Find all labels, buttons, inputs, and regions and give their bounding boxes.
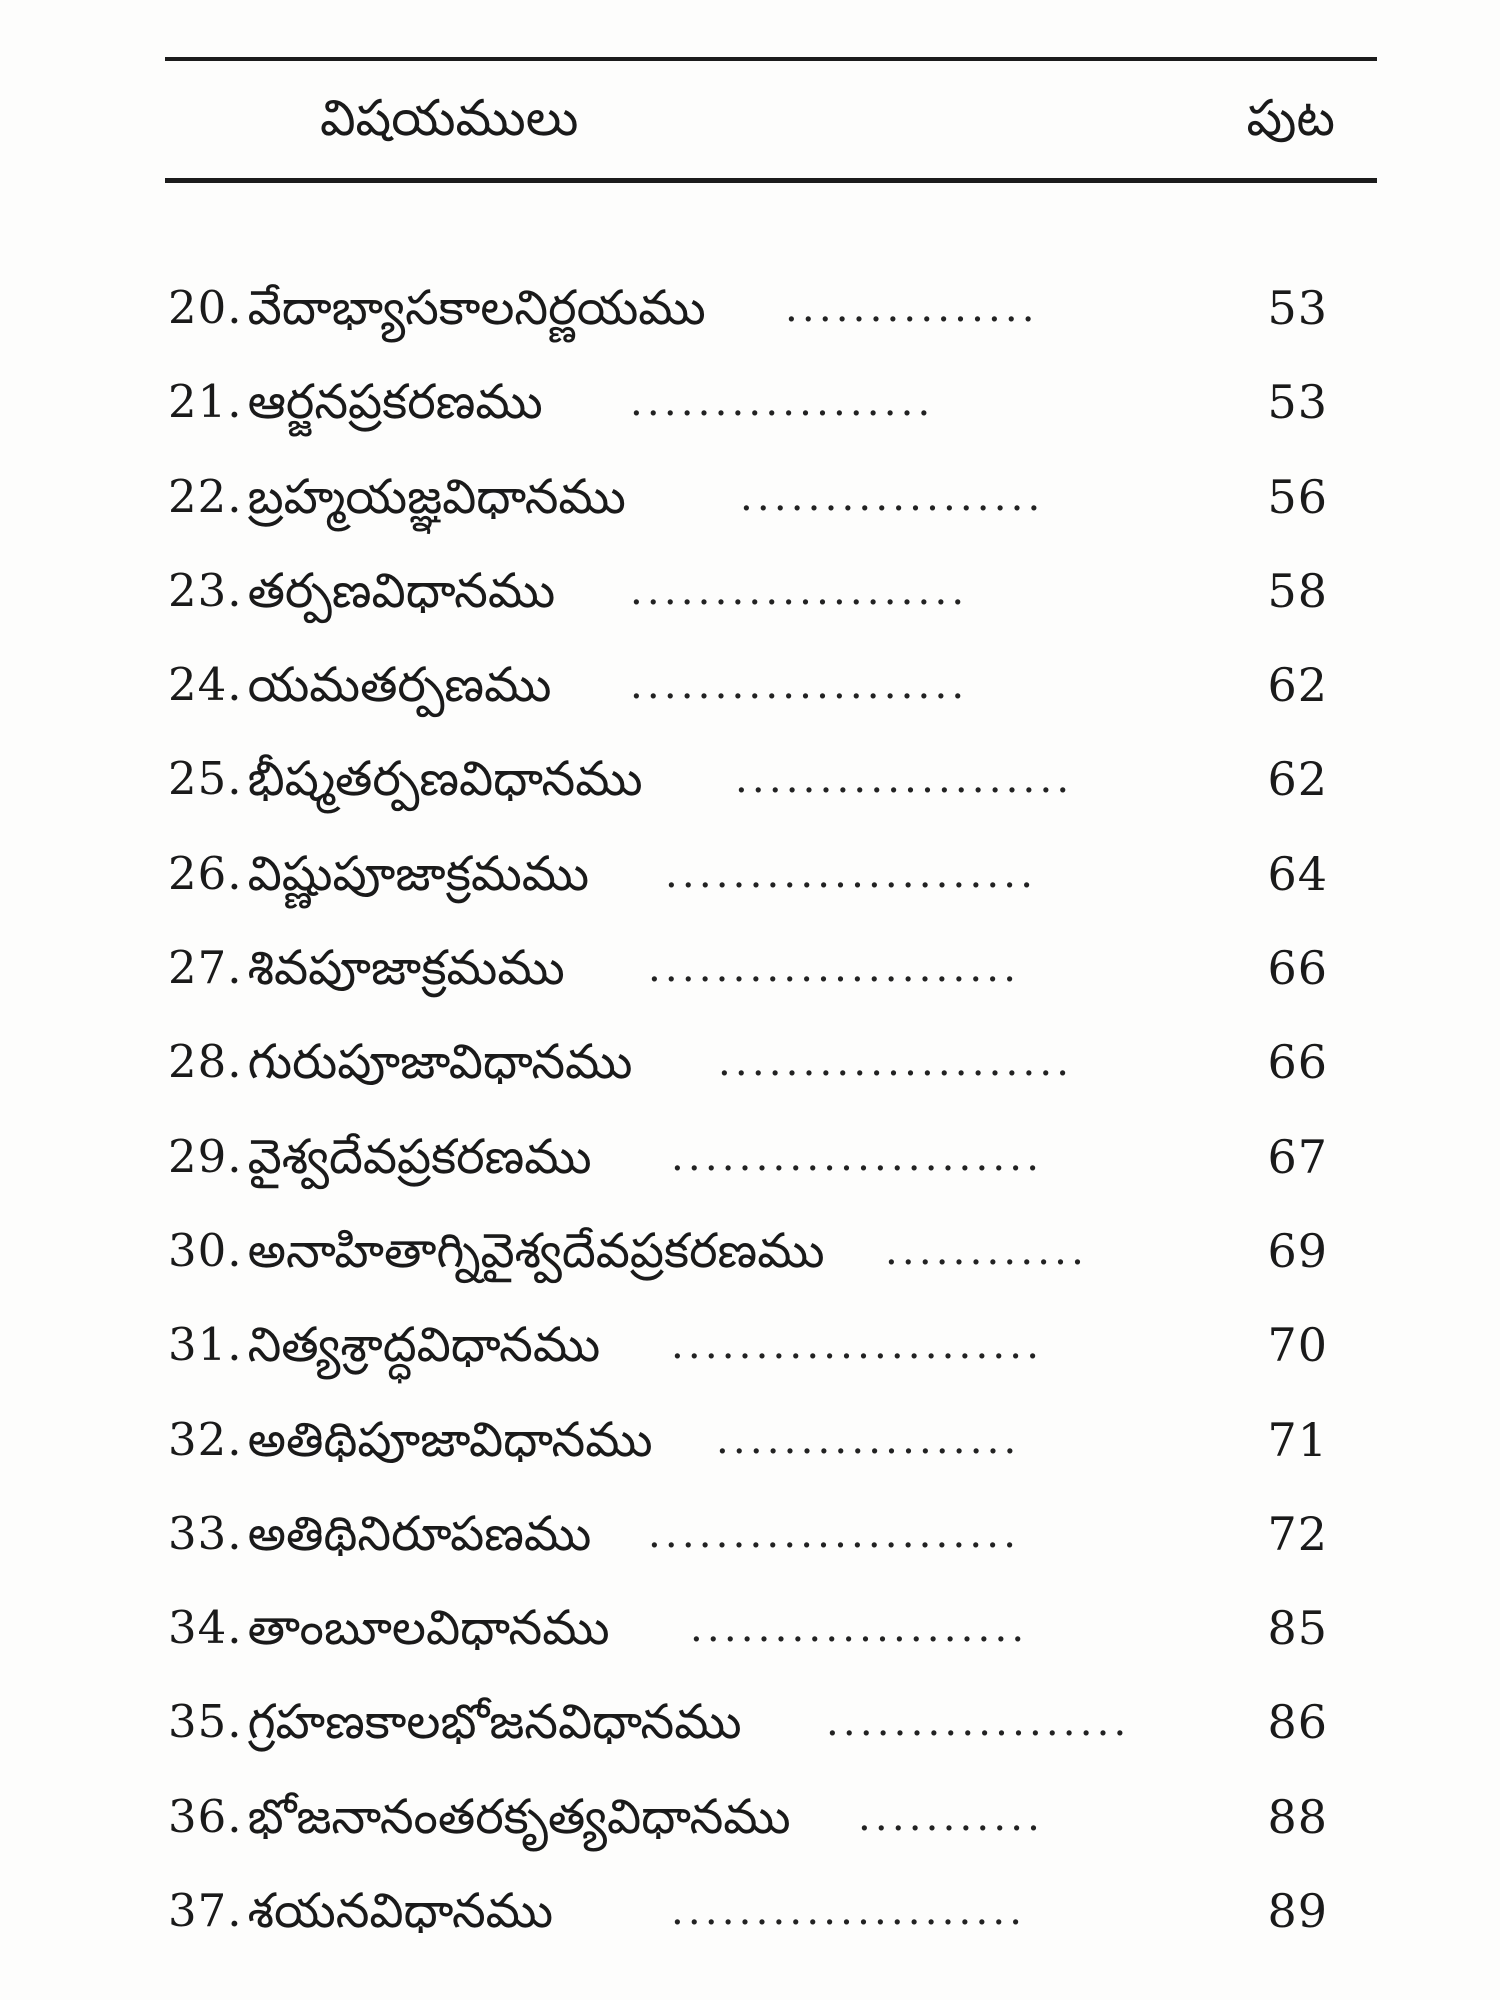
toc-entry-text	[168, 362, 543, 442]
toc-entry-title: వేదాభ్యాసకాలనిర్ణయము	[247, 280, 706, 336]
toc-entry-number: 34	[168, 1601, 228, 1655]
toc-entry	[0, 362, 1500, 456]
toc-entry-title: యమతర్పణము	[247, 657, 552, 714]
toc-entry-title: భోజనానంతరకృత్యవిధానము	[247, 1788, 791, 1845]
toc-entry-text	[168, 551, 555, 631]
toc-entry	[0, 1211, 1500, 1305]
toc-entry-title: విష్ణుపూజాక్రమము	[247, 845, 590, 902]
toc-entry-separator: .	[227, 1695, 242, 1749]
toc-dot-leader: ....................	[630, 567, 969, 614]
toc-entry-separator: .	[227, 375, 242, 429]
toc-dot-leader: ...............	[785, 285, 1039, 331]
toc-entry-text	[168, 645, 551, 725]
toc-entry-separator: .	[227, 658, 242, 712]
toc-entry-text	[168, 1400, 653, 1480]
toc-entry-number: 30	[168, 1223, 228, 1277]
toc-entry-separator: .	[227, 1129, 242, 1183]
toc-dot-leader: ....................	[630, 662, 969, 709]
toc-entry-page-number: 53	[1267, 375, 1328, 430]
toc-dot-leader: .....................	[718, 1039, 1074, 1086]
toc-entry-separator: .	[227, 1506, 242, 1560]
toc-entry-page-number: 70	[1267, 1318, 1328, 1373]
toc-entry-text	[168, 1117, 592, 1197]
toc-entry-title: అతిథిపూజావిధానము	[247, 1411, 653, 1468]
toc-entry-separator: .	[227, 1601, 242, 1655]
toc-entry-text	[168, 457, 626, 537]
toc-entry-page-number: 64	[1267, 846, 1328, 901]
toc-entry-number: 31	[168, 1318, 228, 1372]
toc-entry-page-number: 85	[1267, 1601, 1328, 1656]
toc-entry-page-number: 86	[1267, 1695, 1328, 1750]
toc-entry-title: వైశ్వదేవప్రకరణము	[247, 1128, 592, 1185]
toc-entry-number: 24	[168, 658, 228, 712]
toc-entry-separator: .	[227, 1789, 242, 1843]
toc-entry-title: ఆర్జనప్రకరణము	[247, 374, 543, 431]
toc-entry-title: గ్రహణకాలభోజనవిధానము	[247, 1694, 742, 1751]
toc-dot-leader: ....................	[735, 756, 1074, 803]
toc-dot-leader: ......................	[665, 850, 1038, 897]
toc-entry	[0, 1588, 1500, 1682]
toc-entry-page-number: 53	[1267, 281, 1328, 335]
toc-entry	[0, 268, 1500, 362]
toc-entry-number: 37	[168, 1884, 228, 1938]
toc-dot-leader: ....................	[690, 1605, 1029, 1652]
toc-entry-number: 28	[168, 1035, 228, 1089]
toc-entry	[0, 1022, 1500, 1116]
toc-entry-page-number: 69	[1267, 1223, 1328, 1278]
toc-entry-title: శివపూజాక్రమము	[247, 940, 565, 997]
toc-dot-leader: ......................	[671, 1133, 1044, 1180]
toc-entry-number: 22	[168, 469, 228, 523]
toc-entry	[0, 1777, 1500, 1871]
toc-dot-leader: ..................	[716, 1416, 1021, 1463]
toc-entry-text	[168, 1871, 553, 1951]
header-bottom-rule	[165, 178, 1377, 183]
toc-entry-number: 21	[168, 375, 228, 429]
toc-entry-page-number: 66	[1267, 941, 1328, 996]
toc-entry-page-number: 72	[1267, 1506, 1328, 1561]
toc-entry-page-number: 62	[1267, 658, 1328, 713]
toc-entry-separator: .	[227, 1412, 242, 1466]
toc-entry-separator: .	[227, 752, 242, 806]
toc-entry-title: గురుపూజావిధానము	[247, 1034, 633, 1091]
toc-entry-text	[168, 1588, 610, 1668]
toc-entry	[0, 1871, 1500, 1965]
subject-column-heading: విషయములు	[320, 89, 579, 147]
toc-entry-number: 20	[168, 281, 228, 334]
toc-entry-page-number: 67	[1267, 1129, 1328, 1184]
toc-dot-leader: ......................	[648, 1510, 1021, 1557]
toc-entry-number: 29	[168, 1129, 228, 1183]
toc-dot-leader: .....................	[671, 1888, 1027, 1935]
toc-entry-text	[168, 1777, 791, 1857]
toc-entry-page-number: 71	[1267, 1412, 1328, 1467]
toc-entry-title: నిత్యశ్రాద్ధవిధానము	[247, 1317, 601, 1374]
toc-entry-page-number: 88	[1267, 1789, 1328, 1844]
toc-entry-number: 26	[168, 846, 228, 900]
toc-entry-text	[168, 1494, 591, 1574]
toc-dot-leader: ...........	[858, 1793, 1045, 1840]
toc-entry-text	[168, 1211, 825, 1291]
toc-entry-text	[168, 1305, 600, 1385]
toc-entry-title: భీష్మతర్పణవిధానము	[247, 751, 643, 808]
table-of-contents	[0, 268, 1500, 1965]
toc-entry-separator: .	[227, 1884, 242, 1938]
toc-entry-number: 27	[168, 941, 228, 995]
toc-entry-number: 32	[168, 1412, 228, 1466]
toc-entry-title: అనాహితాగ్నివైశ్వదేవప్రకరణము	[247, 1222, 825, 1279]
toc-entry	[0, 928, 1500, 1022]
toc-dot-leader: ..................	[630, 379, 935, 426]
toc-entry-title: తర్పణవిధానము	[247, 562, 556, 619]
header-top-rule	[165, 57, 1377, 61]
toc-entry-text	[168, 928, 565, 1008]
page-column-heading: పుట	[1246, 89, 1335, 147]
toc-entry-title: తాంబూలవిధానము	[247, 1600, 610, 1657]
toc-entry-number: 33	[168, 1506, 228, 1560]
toc-entry-number: 36	[168, 1789, 228, 1843]
toc-entry-page-number: 66	[1267, 1035, 1328, 1090]
toc-entry-text	[168, 739, 643, 819]
toc-entry	[0, 739, 1500, 833]
toc-entry-text	[168, 834, 589, 914]
toc-dot-leader: ......................	[671, 1322, 1044, 1369]
toc-entry-text	[168, 268, 706, 348]
toc-entry	[0, 1117, 1500, 1211]
toc-entry	[0, 645, 1500, 739]
toc-entry-title: శయనవిధానము	[247, 1883, 554, 1940]
toc-entry-text	[168, 1022, 632, 1102]
toc-entry	[0, 551, 1500, 645]
toc-entry-separator: .	[227, 469, 242, 523]
toc-entry-number: 35	[168, 1695, 228, 1749]
toc-entry-separator: .	[227, 1318, 242, 1372]
toc-entry	[0, 1682, 1500, 1776]
toc-entry-page-number: 58	[1267, 563, 1328, 618]
toc-entry-number: 25	[168, 752, 228, 806]
toc-entry	[0, 1494, 1500, 1588]
toc-entry-number: 23	[168, 563, 228, 617]
toc-entry	[0, 457, 1500, 551]
toc-dot-leader: ............	[885, 1227, 1088, 1274]
toc-entry-separator: .	[227, 846, 242, 900]
toc-dot-leader: ..................	[740, 473, 1045, 520]
toc-entry-title: బ్రహ్మయజ్ఞవిధానము	[247, 468, 626, 525]
toc-entry-text	[168, 1682, 742, 1762]
toc-entry-page-number: 62	[1267, 752, 1328, 807]
toc-entry-separator: .	[227, 281, 242, 334]
toc-dot-leader: ......................	[648, 945, 1021, 992]
toc-entry-page-number: 56	[1267, 469, 1328, 524]
toc-entry-separator: .	[227, 1223, 242, 1277]
toc-entry-title: అతిథినిరూపణము	[247, 1505, 592, 1562]
toc-entry-page-number: 89	[1267, 1884, 1328, 1939]
toc-entry-separator: .	[227, 1035, 242, 1089]
toc-entry	[0, 834, 1500, 928]
toc-entry	[0, 1400, 1500, 1494]
toc-dot-leader: ..................	[826, 1699, 1131, 1746]
toc-entry-separator: .	[227, 941, 242, 995]
toc-entry	[0, 1305, 1500, 1399]
toc-entry-separator: .	[227, 563, 242, 617]
